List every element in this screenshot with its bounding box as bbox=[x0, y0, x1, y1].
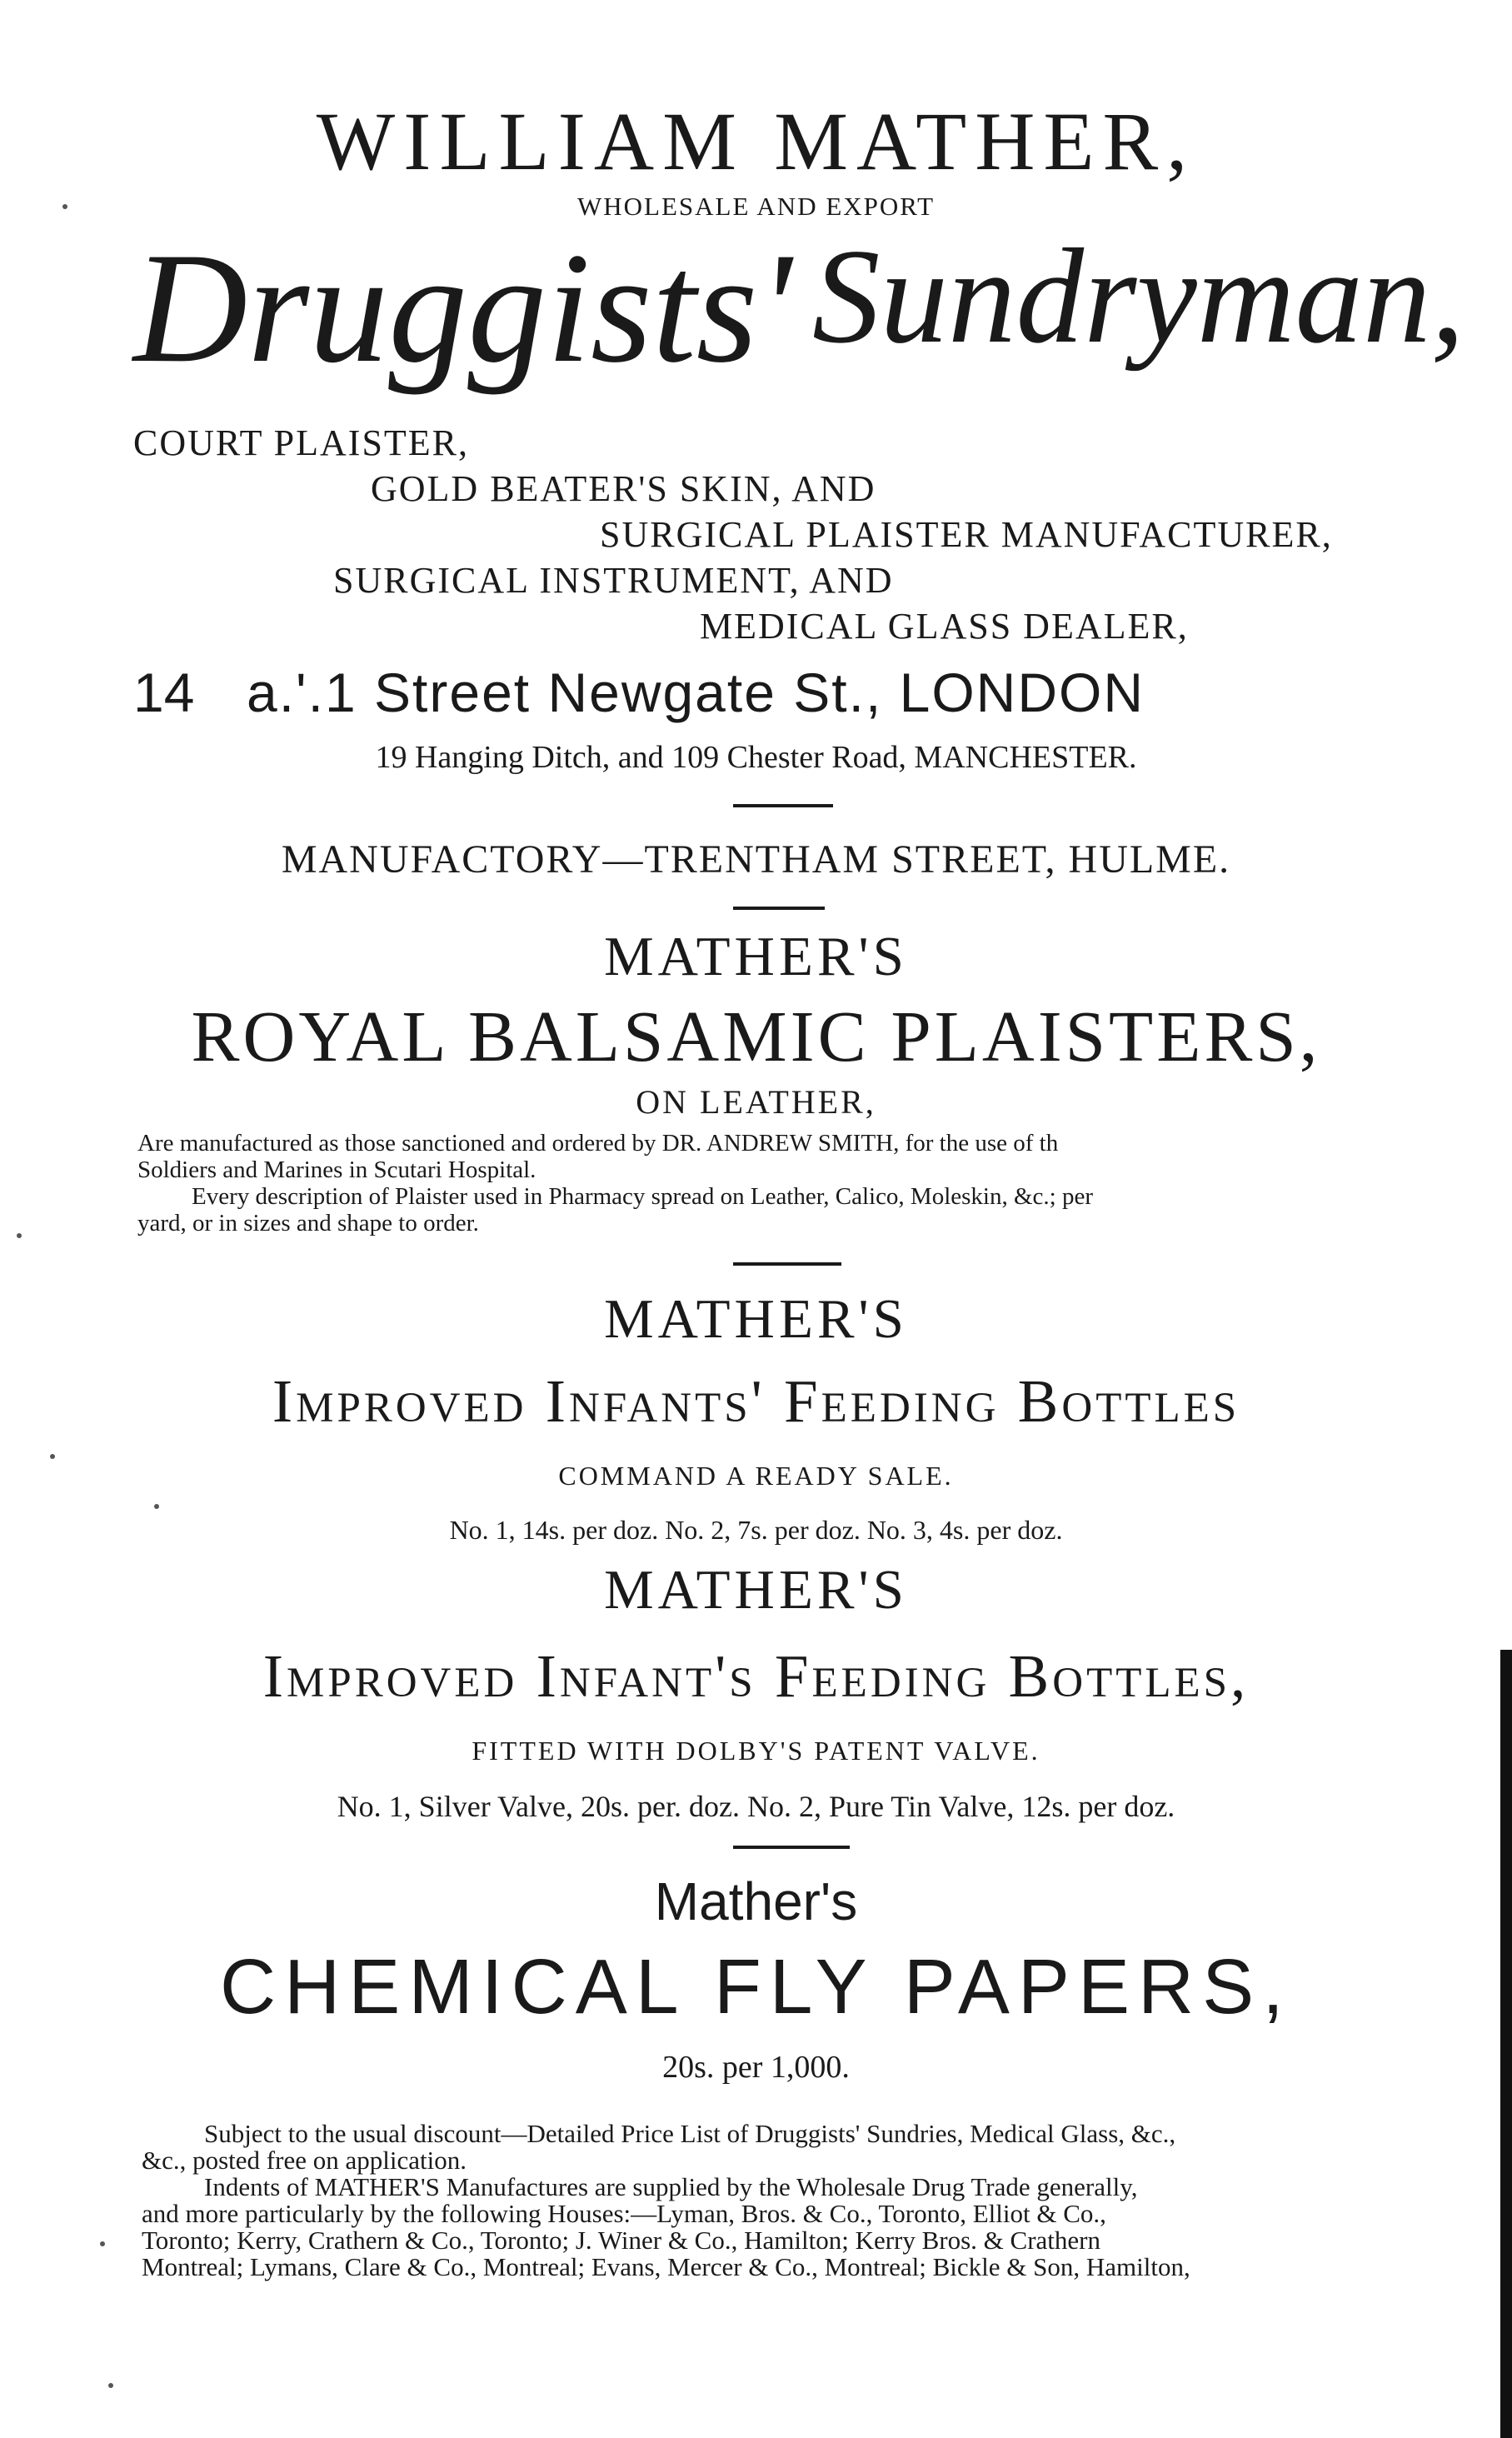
london-address: a.'.1 Street Newgate St., LONDON bbox=[247, 662, 1145, 723]
bottles-prices: No. 1, 14s. per doz. No. 2, 7s. per doz. No. 3, 4s. per doz. bbox=[449, 1515, 1063, 1545]
merchant-subtitle: WHOLESALE AND EXPORT bbox=[576, 192, 936, 221]
product-line: MEDICAL GLASS DEALER, bbox=[700, 606, 1189, 647]
footer-line: Toronto; Kerry, Crathern & Co., Toronto; J. Winer & Co., Hamilton; Kerry Bros. & Crathern bbox=[142, 2226, 1100, 2255]
print-speck bbox=[17, 1233, 22, 1238]
valve-bottles-prices: No. 1, Silver Valve, 20s. per. doz. No. 2, Pure Tin Valve, 12s. per doz. bbox=[337, 1790, 1175, 1823]
plaisters-body-line: yard, or in sizes and shape to order. bbox=[137, 1210, 479, 1236]
manchester-address: 19 Hanging Ditch, and 109 Chester Road, MANCHESTER. bbox=[375, 740, 1137, 775]
footer-line: Subject to the usual discount—Detailed Price List of Druggists' Sundries, Medical Glass, &c., bbox=[204, 2119, 1176, 2148]
fly-papers-headline: CHEMICAL FLY PAPERS, bbox=[219, 1943, 1293, 2030]
divider-rule bbox=[733, 907, 825, 910]
print-speck bbox=[108, 2383, 113, 2388]
bottles-maker: MATHER'S bbox=[604, 1288, 908, 1350]
product-line: SURGICAL PLAISTER MANUFACTURER, bbox=[600, 514, 1333, 555]
plaisters-body-line: Are manufactured as those sanctioned and ordered by DR. ANDREW SMITH, for the use of th bbox=[137, 1130, 1059, 1157]
merchant-name: WILLIAM MATHER, bbox=[316, 95, 1196, 187]
fly-papers-maker: Mather's bbox=[654, 1871, 858, 1931]
divider-rule bbox=[733, 804, 833, 807]
valve-bottles-subheadline: FITTED WITH DOLBY'S PATENT VALVE. bbox=[472, 1736, 1040, 1766]
product-line: COURT PLAISTER, bbox=[133, 422, 470, 463]
print-speck bbox=[50, 1454, 55, 1459]
trade-title-left: Druggists' bbox=[133, 221, 792, 396]
scan-edge-shadow bbox=[1500, 1650, 1512, 2438]
plaisters-maker: MATHER'S bbox=[604, 926, 908, 987]
print-speck bbox=[154, 1504, 159, 1509]
fly-papers-price: 20s. per 1,000. bbox=[662, 2050, 850, 2085]
divider-rule bbox=[733, 1262, 841, 1266]
divider-rule bbox=[733, 1846, 850, 1849]
footer-line: Indents of MATHER'S Manufactures are supplied by the Wholesale Drug Trade generally, bbox=[204, 2172, 1138, 2201]
print-speck bbox=[100, 2241, 105, 2246]
plaisters-body-line: Soldiers and Marines in Scutari Hospital. bbox=[137, 1157, 536, 1183]
print-speck bbox=[62, 204, 67, 209]
plaisters-body-line: Every description of Plaister used in Pharmacy spread on Leather, Calico, Moleskin, &c.; per bbox=[192, 1183, 1094, 1210]
product-line: SURGICAL INSTRUMENT, AND bbox=[333, 560, 894, 601]
bottles-subheadline: COMMAND A READY SALE. bbox=[558, 1461, 954, 1491]
valve-bottles-maker: MATHER'S bbox=[604, 1559, 908, 1621]
plaisters-headline: ROYAL BALSAMIC PLAISTERS, bbox=[191, 996, 1321, 1077]
trade-title-right: Sundryman, bbox=[812, 222, 1465, 372]
footer-line: Montreal; Lymans, Clare & Co., Montreal; Evans, Mercer & Co., Montreal; Bickle & Son, Hamilton, bbox=[142, 2252, 1190, 2281]
valve-bottles-headline: Improved Infant's Feeding Bottles, bbox=[262, 1642, 1250, 1710]
footer-line: and more particularly by the following Houses:—Lyman, Bros. & Co., Toronto, Elliot & Co., bbox=[142, 2199, 1106, 2228]
london-address-number: 14 bbox=[133, 662, 195, 723]
plaisters-subheadline: ON LEATHER, bbox=[636, 1083, 876, 1121]
manufactory-address: MANUFACTORY—TRENTHAM STREET, HULME. bbox=[281, 837, 1231, 882]
footer-line: &c., posted free on application. bbox=[142, 2146, 467, 2175]
bottles-headline: Improved Infants' Feeding Bottles bbox=[272, 1367, 1240, 1435]
product-line: GOLD BEATER'S SKIN, AND bbox=[371, 468, 876, 509]
